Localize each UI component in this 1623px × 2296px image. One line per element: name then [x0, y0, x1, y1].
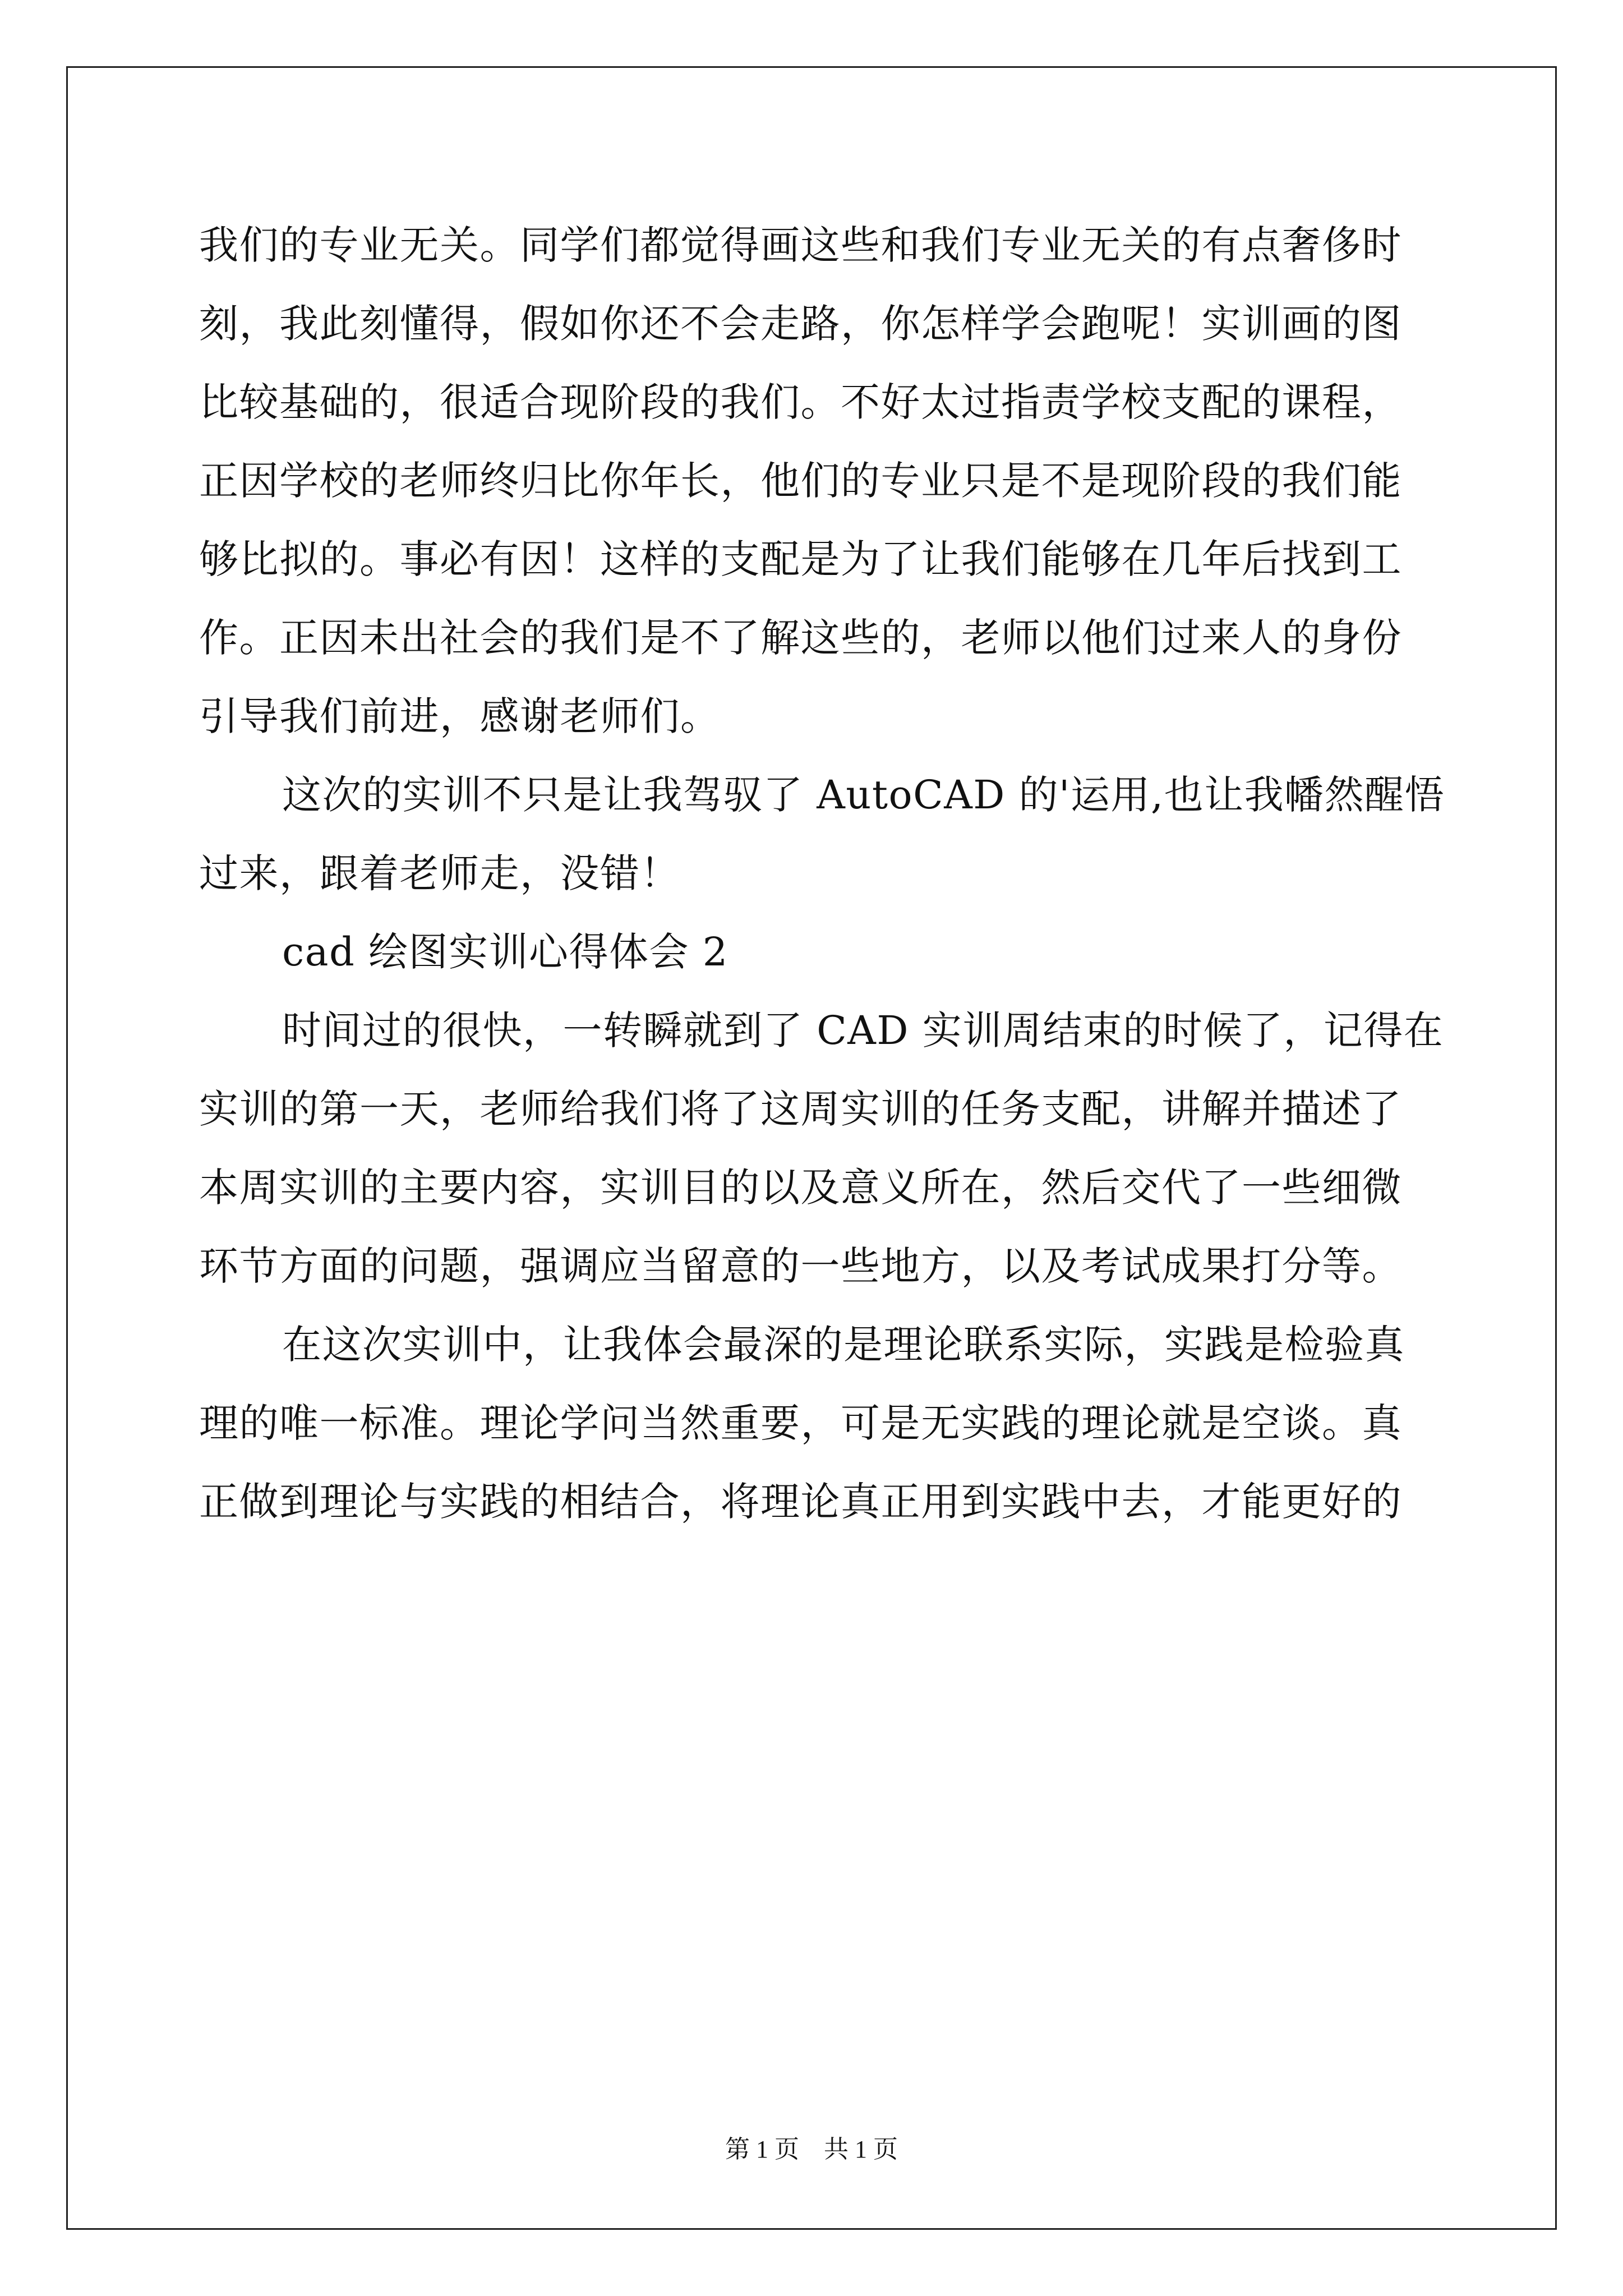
text-line: 刻，我此刻懂得，假如你还不会走路，你怎样学会跑呢！实训画的图	[199, 301, 1402, 347]
paragraph-first-line: 时间过的很快，一转瞬就到了 CAD 实训周结束的时候了，记得在	[282, 1007, 1444, 1053]
text-line: 正做到理论与实践的相结合，将理论真正用到实践中去，才能更好的	[199, 1479, 1402, 1525]
text-line: 实训的第一天，老师给我们将了这周实训的任务支配，讲解并描述了	[199, 1086, 1402, 1132]
text-line: 比较基础的，很适合现阶段的我们。不好太过指责学校支配的课程，	[199, 379, 1402, 425]
paragraph-first-line: 这次的实训不只是让我驾驭了 AutoCAD 的'运用,也让我幡然醒悟	[282, 772, 1445, 818]
text-line: 作。正因未出社会的我们是不了解这些的，老师以他们过来人的身份	[199, 615, 1402, 661]
text-line: 我们的专业无关。同学们都觉得画这些和我们专业无关的有点奢侈时	[199, 222, 1402, 268]
text-line: 过来，跟着老师走，没错！	[199, 850, 680, 896]
text-line: 正因学校的老师终归比你年长，他们的专业只是不是现阶段的我们能	[199, 458, 1402, 504]
text-line: 理的唯一标准。理论学问当然重要，可是无实践的理论就是空谈。真	[199, 1400, 1402, 1446]
paragraph-first-line: 在这次实训中，让我体会最深的是理论联系实际，实践是检验真	[282, 1322, 1405, 1368]
text-line: 引导我们前进，感谢老师们。	[199, 693, 721, 739]
section-heading: cad 绘图实训心得体会 2	[282, 929, 728, 975]
text-line: 环节方面的问题，强调应当留意的一些地方，以及考试成果打分等。	[199, 1243, 1402, 1289]
text-line: 够比拟的。事必有因！这样的支配是为了让我们能够在几年后找到工	[199, 536, 1402, 582]
text-line: 本周实训的主要内容，实训目的以及意义所在，然后交代了一些细微	[199, 1165, 1402, 1211]
page-number-footer: 第 1 页 共 1 页	[725, 2136, 898, 2163]
